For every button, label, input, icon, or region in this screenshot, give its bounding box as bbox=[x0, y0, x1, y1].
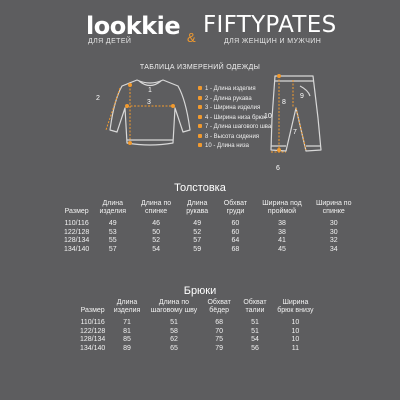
bullet-icon bbox=[198, 124, 202, 128]
table-cell: 81 bbox=[123, 327, 131, 335]
table-header-row bbox=[62, 200, 358, 220]
table-cell: 32 bbox=[329, 237, 338, 245]
table-row bbox=[78, 319, 318, 328]
table-row bbox=[78, 345, 318, 354]
table-cell: 71 bbox=[123, 319, 131, 326]
table-cell: 57 bbox=[108, 245, 117, 253]
column-header: Ширина под проймой bbox=[262, 200, 302, 215]
diagram-number-9: 9 bbox=[300, 93, 304, 100]
fiftypates-logo: FIFTYPATES bbox=[203, 12, 337, 38]
table-cell: 122/128 bbox=[80, 327, 106, 335]
table-cell: 85 bbox=[123, 336, 131, 344]
table-cell: 110/116 bbox=[80, 319, 105, 326]
table-cell: 51 bbox=[251, 327, 259, 335]
table-cell: 52 bbox=[193, 228, 202, 236]
legend-item: 2 - Длина рукава bbox=[196, 95, 306, 105]
table-cell: 30 bbox=[329, 228, 338, 236]
table-cell: 122/128 bbox=[64, 228, 90, 236]
table-cell: 54 bbox=[251, 336, 259, 344]
table-cell: 56 bbox=[251, 344, 259, 352]
bullet-icon bbox=[198, 143, 202, 147]
table-row bbox=[62, 229, 358, 238]
legend-item: 3 - Ширина изделия bbox=[196, 104, 306, 114]
table-cell: 110/116 bbox=[64, 220, 89, 227]
sweatshirt-measure-lines bbox=[106, 84, 175, 145]
table-row bbox=[62, 246, 358, 255]
legend-item: 1 - Длина изделия bbox=[196, 85, 306, 95]
measurement-title: ТАБЛИЦА ИЗМЕРЕНИЙ ОДЕЖДЫ bbox=[139, 64, 261, 71]
table-cell: 10 bbox=[291, 319, 300, 326]
table-cell: 58 bbox=[170, 327, 178, 335]
pants-table-title: Брюки bbox=[183, 285, 217, 297]
legend-item: 10 - Длина низа bbox=[196, 142, 306, 152]
bullet-icon bbox=[198, 134, 202, 138]
diagram-number-8: 8 bbox=[282, 99, 286, 106]
pants-size-table bbox=[78, 299, 318, 353]
table-row bbox=[62, 237, 358, 246]
diagram-number-10: 10 bbox=[264, 113, 272, 120]
diagram-number-1: 1 bbox=[148, 87, 152, 94]
table-row bbox=[62, 220, 358, 229]
table-cell: 57 bbox=[193, 237, 202, 245]
bullet-icon bbox=[198, 105, 202, 109]
table-cell: 55 bbox=[108, 237, 117, 245]
table-cell: 89 bbox=[123, 344, 131, 352]
table-cell: 60 bbox=[231, 220, 240, 227]
diagram-number-6: 6 bbox=[276, 165, 280, 172]
table-cell: 52 bbox=[152, 237, 160, 245]
table-cell: 49 bbox=[193, 220, 202, 227]
table-cell: 134/140 bbox=[64, 245, 90, 253]
table-cell: 128/134 bbox=[80, 336, 106, 344]
table-row bbox=[78, 336, 318, 345]
table-cell: 10 bbox=[291, 336, 300, 344]
legend-item: 4 - Ширина низа брюк bbox=[196, 114, 306, 124]
table-cell: 34 bbox=[329, 245, 338, 253]
bullet-icon bbox=[198, 96, 202, 100]
table-cell: 68 bbox=[215, 319, 224, 326]
diagram-number-2: 2 bbox=[96, 95, 100, 102]
bullet-icon bbox=[198, 115, 202, 119]
table-cell: 53 bbox=[108, 228, 117, 236]
column-header: Длина изделия bbox=[99, 200, 126, 215]
table-cell: 46 bbox=[152, 220, 160, 227]
brand-subtitle-adults: ДЛЯ ЖЕНЩИН И МУЖЧИН bbox=[224, 38, 322, 45]
bullet-icon bbox=[198, 86, 202, 90]
brand-subtitle-kids: ДЛЯ ДЕТЕЙ bbox=[88, 38, 132, 45]
column-header: Обхват груди bbox=[223, 200, 248, 215]
sweatshirt-size-table bbox=[62, 200, 358, 254]
table-cell: 65 bbox=[170, 344, 178, 352]
column-header: Длина по шаговому шву bbox=[150, 299, 198, 314]
table-header-row bbox=[78, 299, 318, 319]
table-cell: 128/134 bbox=[64, 237, 90, 245]
table-cell: 50 bbox=[152, 228, 160, 236]
column-header: Ширина по спинке bbox=[315, 200, 352, 215]
column-header: Длина рукава bbox=[186, 200, 209, 215]
column-header: Размер bbox=[80, 307, 105, 314]
legend-item: 8 - Высота сидения bbox=[196, 133, 306, 143]
sweatshirt-table-title: Толстовка bbox=[174, 182, 226, 194]
column-header: Длина по спинке bbox=[141, 200, 172, 215]
column-header: Ширина брюк внизу bbox=[277, 299, 314, 314]
column-header: Обхват талии bbox=[243, 299, 267, 314]
table-cell: 11 bbox=[291, 344, 300, 352]
ampersand: & bbox=[187, 30, 196, 45]
column-header: Обхват бёдер bbox=[207, 299, 231, 314]
table-cell: 70 bbox=[215, 327, 224, 335]
table-cell: 30 bbox=[329, 220, 338, 227]
table-row bbox=[78, 328, 318, 337]
column-header: Размер bbox=[64, 208, 89, 215]
table-cell: 59 bbox=[193, 245, 202, 253]
table-cell: 79 bbox=[215, 344, 224, 352]
table-cell: 45 bbox=[278, 245, 286, 253]
diagram-number-3: 3 bbox=[147, 99, 151, 106]
table-cell: 60 bbox=[231, 228, 240, 236]
measurement-legend bbox=[196, 85, 306, 152]
table-cell: 54 bbox=[152, 245, 160, 253]
table-cell: 10 bbox=[291, 327, 300, 335]
table-cell: 134/140 bbox=[80, 344, 106, 352]
table-cell: 64 bbox=[231, 237, 240, 245]
table-cell: 75 bbox=[215, 336, 224, 344]
table-cell: 49 bbox=[108, 220, 117, 227]
table-cell: 38 bbox=[278, 220, 286, 227]
table-cell: 68 bbox=[231, 245, 240, 253]
diagram-number-7: 7 bbox=[293, 129, 297, 136]
table-cell: 51 bbox=[170, 319, 178, 326]
legend-item: 7 - Длина шагового шва bbox=[196, 123, 306, 133]
column-header: Длина изделия bbox=[113, 299, 141, 314]
table-cell: 62 bbox=[170, 336, 178, 344]
table-cell: 38 bbox=[278, 228, 286, 236]
table-cell: 41 bbox=[278, 237, 286, 245]
table-cell: 51 bbox=[251, 319, 259, 326]
lookkie-logo: lookkie bbox=[86, 12, 181, 40]
